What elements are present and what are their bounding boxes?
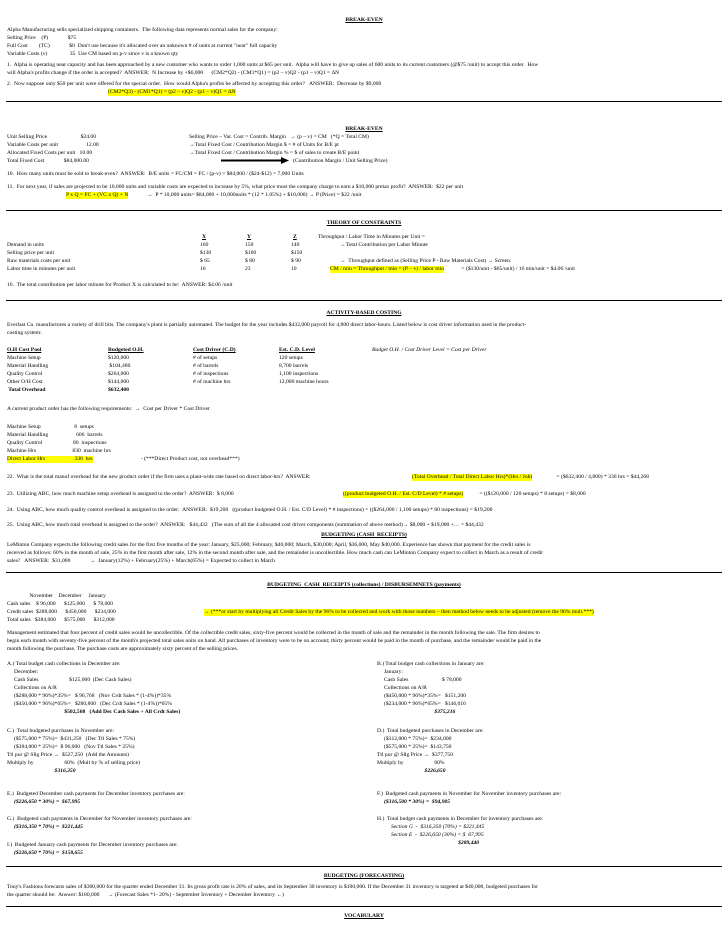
part-a-line: Cash Sales $125,000 (Dec Cash Sales) bbox=[7, 677, 132, 683]
abc-total-value: $632,400 bbox=[108, 387, 129, 393]
part-a-line: Collections on A/R bbox=[7, 685, 57, 691]
part-d-total: $226,650 bbox=[377, 768, 446, 774]
price-formula: P x Q = FC + (VC x Q) + N bbox=[66, 192, 129, 198]
part-b-line: January: bbox=[377, 669, 403, 675]
toc-cell: 160 bbox=[200, 242, 209, 248]
toc-cell: 10 bbox=[291, 266, 297, 272]
budgeting-para-2: received as follows: 60% in the month of sale, 25% in the first month after sale, 12% in the second month after sale, and the remainder is uncollectible. How much cash can LeMinton Company expect to collect in March as a result of credit bbox=[7, 550, 543, 556]
breakeven-units-formula: →Total Fixed Cost / Contribution Margin $ = # of Units for B/E pt bbox=[189, 142, 339, 148]
management-para-2: begin each month with seventy-five percent of the month's projected total sales units on hand. All purchases of inventory were to be on account; thirty percent would be paid in the month of purchase, and the remainder would be paid in the bbox=[7, 638, 542, 644]
question-10: 10. How many units must be sold to break-even? ANSWER: B/E units = FC/CM = FC / (p-v) = $84,000 / ($24-$12) = 7,000 Units bbox=[7, 171, 304, 177]
section-title-budgeting: BUDGETING (CASH RECEIPTS) bbox=[321, 532, 407, 538]
abc-cell: 8,700 barrels bbox=[279, 363, 309, 369]
section-divider bbox=[6, 210, 722, 211]
toc-cm-per-minute: CM / min = Throughput / min = (P – v) / labor min bbox=[330, 266, 444, 272]
abc-cell: # of barrels bbox=[193, 363, 219, 369]
abc-cell: Other O/H Cost bbox=[7, 379, 43, 385]
price-calculation: → P * 10,000 units= $84,000 + 10,000units * (12 * 1.05%) + $10,000) → P (Price) = $22 /unit bbox=[147, 192, 362, 198]
forecast-para-2: the quarter should be: Answer: $180,000 → (Forecast Sales *1- 20%) - September Inventory + December Inventory ←) bbox=[7, 892, 284, 898]
cash-table-header: November December January bbox=[7, 593, 106, 599]
question-22: 22. What is the total manuf overhead for the new product order if the firm uses a plant-wide rate based on direct labor-hrs? ANSWER: bbox=[7, 474, 311, 480]
part-a-line: December: bbox=[7, 669, 39, 675]
toc-cell: 23 bbox=[245, 266, 251, 272]
part-a-line: ($450,000 * 96%)*65%= $280,800 (Dec Crdt Sales * (1-4%))*65% bbox=[7, 701, 172, 707]
section-title-vocabulary: VOCABULARY bbox=[344, 913, 384, 919]
part-c-line: Multiply by 60% (Mult by % of selling price) bbox=[7, 760, 140, 766]
section-divider bbox=[6, 866, 722, 867]
allocated-fixed-costs: Allocated Fixed Costs per unit 10.00 bbox=[7, 150, 93, 156]
part-b-line: B.) Total budget cash collections in January are: bbox=[377, 661, 485, 667]
abc-intro-2: costing system: bbox=[7, 330, 42, 336]
abc-cell: 120 setups bbox=[279, 355, 303, 361]
section-title-breakeven: BREAK-EVEN bbox=[345, 17, 383, 23]
toc-note-throughput: Throughput / Labor Time in Minutes per Unit = bbox=[318, 234, 425, 240]
toc-cell: 140 bbox=[291, 242, 300, 248]
part-g-question: G.) Budgeted cash payments in December for November inventory purchases are: bbox=[7, 816, 192, 822]
abc-cell: Machine Setup bbox=[7, 355, 41, 361]
section-title-abc: ACTIVITY-BASED COSTING bbox=[326, 310, 402, 316]
question-23-calculation: = (($120,000 / 120 setups) * 8 setups) = $8,000 bbox=[478, 491, 586, 497]
selling-price-line: Selling Price (P) $75 bbox=[7, 35, 77, 41]
part-d-line: Ttl pur @ Sllg Price → $377,750 bbox=[377, 752, 454, 758]
total-sales-row: Total sales $384,000 $575,000 $312,000 bbox=[7, 617, 115, 623]
part-i-answer: ($226,650 * 70%) = $158,655 bbox=[7, 850, 83, 856]
abc-requirement-row: Machine Hrs 830 machine hrs bbox=[7, 448, 111, 454]
question-22-calculation: = ($632,400 / 4,800) * 336 hrs = $44,268 bbox=[555, 474, 649, 480]
part-g-answer: ($316,350 * 70%) = $221,445 bbox=[7, 824, 83, 830]
abc-direct-labor-note: - (***Direct Product cost, not overhead***) bbox=[138, 456, 240, 462]
section-title-forecasting: BUDGETING (FORECASTING) bbox=[323, 873, 405, 879]
breakeven-sales-formula: →Total Fixed Cost / Contribution Margin % = $ of sales to create B/E point bbox=[189, 150, 360, 156]
credit-sales-note: → (***or start by multiplying all Credit Sales by the 96% to be collected and work with those numbers – then method below needs to be adjusted (remove the 96% mult.***) bbox=[204, 609, 594, 615]
variable-costs-line: Variable Costs (v) 35 Use CM based on p-v since v is a known qty bbox=[7, 51, 179, 57]
part-b-line: Collections on A/R bbox=[377, 685, 427, 691]
question-22-formula: (Total Overhead / Total Direct Labor Hrs)*(Hrs / Job) bbox=[412, 474, 533, 480]
part-d-line: ($312,000 * 75%)= $234,000 bbox=[377, 736, 452, 742]
toc-col-x: X bbox=[202, 234, 207, 240]
part-e-answer: ($226,650 * 30%) = $67,995 bbox=[7, 799, 81, 805]
part-c-total: $316,350 bbox=[7, 768, 76, 774]
abc-requirement-row: Machine Setup 8 setups bbox=[7, 424, 94, 430]
part-b-line: ($234,000 * 96%)*65%= $146,016 bbox=[377, 701, 466, 707]
abc-requirement-row: Quality Control 80 inspections bbox=[7, 440, 107, 446]
abc-cell: Quality Control bbox=[7, 371, 43, 377]
abc-cell: Material Handling bbox=[7, 363, 49, 369]
abc-cell: # of inspections bbox=[193, 371, 229, 377]
question-23: 23. Utilizing ABC, how much machine setup overhead is assigned to the order? ANSWER: $ 8,000 bbox=[7, 491, 234, 497]
management-para-1: Management estimated that four percent of credit sales would be uncollectible. Of the collectible credit sales, sixty-five percent would be collected in the month of sale and the remainder in the month following the sale. The firm desires to bbox=[7, 630, 540, 636]
part-c-line: C.) Total budgeted purchases in November are: bbox=[7, 728, 114, 734]
contribution-margin-formula: Selling Price – Var. Cost = Contrib. Margin → (p – v) = CM (*Q = Total CM) bbox=[189, 134, 369, 140]
part-h-line: H.) Total budget cash payments in December for inventory purchases are: bbox=[377, 816, 544, 822]
part-b-total: $375,216 bbox=[377, 709, 456, 715]
question-16: 16. The total contribution per labor minute for Product X is calculated to be: ANSWER: $4.06 /unit bbox=[7, 282, 233, 288]
toc-cell: 150 bbox=[245, 242, 254, 248]
toc-row-demand: Demand in units bbox=[7, 242, 44, 248]
toc-row-price: Selling price per unit bbox=[7, 250, 55, 256]
part-d-line: D.) Total budgeted purchases in December are: bbox=[377, 728, 484, 734]
forecast-para-1: Tony's Fashions forecasts sales of $300,000 for the quarter ended December 31. Its gross profit rate is 20% of sales, and its September 30 inventory is $100,000. If the December 31 inventory is targeted at $40,000, budgeted purchases for bbox=[7, 884, 539, 890]
abc-cell: # of machine hrs bbox=[193, 379, 231, 385]
part-e-question: E.) Budgeted December cash payments for December inventory purchases are: bbox=[7, 791, 185, 797]
abc-header-driver: Cost Driver (C.D) bbox=[193, 347, 236, 353]
variable-costs-per-unit: Variable Costs per unit 12.00 bbox=[7, 142, 99, 148]
total-fixed-cost: Total Fixed Cost $84,000.00 bbox=[7, 158, 89, 164]
part-i-question: I.) Budgeted January cash payments for December inventory purchases are: bbox=[7, 842, 178, 848]
part-f-question: F.) Budgeted cash payments in November for November inventory purchases are: bbox=[377, 791, 562, 797]
toc-cm-calculation: = ($130/unit - $65/unit) / 16 min/unit = $4.06 /unit bbox=[460, 266, 575, 272]
abc-header-rate: Budget O.H. / Cost Driver Level = Cost per Driver bbox=[372, 347, 487, 353]
part-a-line: ($288,000 * 96%)*35%= $ 96,768 (Nov Crdt Sales * (1-4%))*35% bbox=[7, 693, 172, 699]
credit-sales-row: Credit sales $288,000 $450,000 $234,000 bbox=[7, 609, 116, 615]
abc-cell: $120,000 bbox=[108, 355, 129, 361]
full-cost-line: Full Cost (TC) $0 Don't use because it's allocated over an unknown # of units at current "near" full capacity bbox=[7, 43, 278, 49]
section-title-cash: BUDGETING CASH RECEIPTS (collections) / DISBURSEMNETS (payments) bbox=[267, 582, 461, 588]
abc-cell: $104,400 bbox=[108, 363, 131, 369]
abc-requirement-row: Material Handling 606 barrels bbox=[7, 432, 103, 438]
section-divider bbox=[6, 572, 722, 573]
part-c-line: Ttl pur @ Sllg Price → $527,250 (Add the Amounts) bbox=[7, 752, 129, 758]
section-divider bbox=[6, 906, 722, 907]
part-d-line: Multiply by 60% bbox=[377, 760, 445, 766]
management-para-3: month following the purchase. The purchase costs are approximately sixty percent of the selling prices. bbox=[7, 646, 239, 652]
abc-cell: # of setups bbox=[193, 355, 218, 361]
toc-col-y: Y bbox=[247, 234, 252, 240]
budgeting-para-1: LeMinton Company expects the following credit sales for the first five months of the year: January, $25,000; February, $40,000; March, $30,000; April, $36,000, May $40,000. Experience has shown that payment for the credit sales is bbox=[7, 542, 531, 548]
part-c-line: ($384,000 * 25%)= $ 96,000 (Nov Ttl Sales * 25%) bbox=[7, 744, 135, 750]
section-divider bbox=[6, 300, 722, 301]
question-1: 1. Alpha is operating near capacity and has been approached by a new customer who wants to order 1,000 units at $65 per unit. Alpha will have to give up sales of 600 units to its current customers (@$75 /unit) to accept this order. How bbox=[7, 62, 539, 68]
toc-row-labor-time: Labor time in minutes per unit bbox=[7, 266, 76, 272]
question-1-answer: will Alpha's profits change if the order is accepted? ANSWER: N Increase by +$6,000 (CM2*Q2) - (CM1*Q1) = (p2 – v)Q2 - (p1 – v)Q1 = ΔN bbox=[7, 70, 340, 76]
cm-ratio-formula: (Contribution Margin / Unit Selling Price) bbox=[293, 158, 388, 164]
toc-row-raw-materials: Raw materials costs per unit bbox=[7, 258, 71, 264]
toc-cell: $150 bbox=[291, 250, 303, 256]
abc-header-level: Est. C.D. Level bbox=[279, 347, 315, 353]
question-25: 25. Using ABC, how much total overhead is assigned to the order? ANSWER: $44,432 (The sum of all the 4 allocated cost driver components (summation of above method)→ $8,000 + $19,000 +… = $44,432 bbox=[7, 522, 484, 528]
toc-cell: $130 bbox=[200, 250, 212, 256]
unit-selling-price: Unit Selling Price $24.00 bbox=[7, 134, 97, 140]
toc-cell: $ 65 bbox=[200, 258, 210, 264]
toc-note-definition: → Throughput defined as (Selling Price P - Raw Materials Cost) → Screen: bbox=[340, 258, 512, 264]
part-b-line: Cash Sales $ 78,000 bbox=[377, 677, 462, 683]
part-a-total: $502,568 (Add Dec Cash Sales + All Crdt Sales) bbox=[7, 709, 181, 715]
question-2-formula: (CM2*Q3) - (CM1*Q1) = (p2 – v)Q2 - (p1 – v)Q1 = ΔN bbox=[108, 89, 236, 95]
part-h-line: Section E - $226,650 (30%) = $ 67,995 bbox=[377, 832, 484, 838]
part-h-total: $289,440 bbox=[377, 840, 480, 846]
question-11: 11. For next year, if sales are projected to be 10,000 units and variable costs are expected to increase by 5%, what price must the company charge to earn a $10,000 pretax profit? ANSWER: $22 per unit bbox=[7, 184, 464, 190]
part-f-answer: ($316,500 * 30%) = $94,905 bbox=[377, 799, 451, 805]
toc-note-contribution: →Total Contribution per Labor Minute bbox=[340, 242, 428, 248]
abc-cell: $144,000 bbox=[108, 379, 129, 385]
abc-direct-labor-hrs: Direct Labor Hrs 336 hrs bbox=[7, 456, 93, 462]
question-24: 24. Using ABC, how much quality control overhead is assigned to the order: ANSWER: $19,200 ((product budgeted O.H. / Est. C/D Level) * # inspections) = (($264,000 / 1,100 setups) * 80 inspections) = $19,200 bbox=[7, 507, 493, 513]
budgeting-para-3: sales? ANSWER: $31,000 → January(12%) + February(25%) + March(65%) = Expected to collect in March bbox=[7, 558, 275, 564]
toc-cell: 16 bbox=[200, 266, 206, 272]
section-divider bbox=[6, 101, 722, 102]
question-2: 2. Now suppose only $50 per unit were offered for the special order. How would Alpha's profits be affected by accepting this order? ANSWER: Decrease by $9,000 bbox=[7, 81, 382, 87]
abc-intro: Everlast Co. manufactures a variety of drill bits. The company's plant is partially automated. The budget for the year includes $432,000 payroll for 4,800 direct labor-hours. Listed below is cost driver information used in the product- bbox=[7, 322, 527, 328]
abc-requirements: A current product order has the following requirements: → Cost per Driver * Cost Driver bbox=[7, 406, 210, 412]
section-title-breakeven-2: BREAK-EVEN bbox=[345, 126, 383, 132]
breakeven-intro: Alpha Manufacturing sells specialized shipping containers. The following data represents normal sales for the company: bbox=[7, 27, 278, 33]
question-23-formula: ((product budgeted O.H. / Est. C/D Level) * # setups) bbox=[343, 491, 464, 497]
abc-header-pool: O.H Cost Pool bbox=[7, 347, 42, 353]
toc-cell: $160 bbox=[245, 250, 257, 256]
part-d-line: ($575,000 * 25%)= $143,750 bbox=[377, 744, 452, 750]
abc-cell: 1,100 inspections bbox=[279, 371, 319, 377]
toc-col-z: Z bbox=[293, 234, 297, 240]
section-title-toc: THEORY OF CONSTRAINTS bbox=[326, 220, 402, 226]
toc-cell: $ 80 bbox=[245, 258, 255, 264]
abc-cell: 12,000 machine hours bbox=[279, 379, 329, 385]
part-h-line: Section G - $316,350 (70%) = $221,445 bbox=[377, 824, 485, 830]
pointer-arrow-icon bbox=[221, 157, 289, 164]
abc-total-label: Total Overhead bbox=[7, 387, 46, 393]
abc-cell: $264,000 bbox=[108, 371, 129, 377]
cash-sales-row: Cash sales $ 96,000 $125,000 $ 78,000 bbox=[7, 601, 113, 607]
toc-cell: $ 90 bbox=[291, 258, 301, 264]
part-c-line: ($575,000 * 75%)= $431,250 (Dec Ttl Sales * 75%) bbox=[7, 736, 136, 742]
part-a-line: A.) Total budget cash collections in December are: bbox=[7, 661, 121, 667]
part-b-line: ($450,000 * 96%)*35%= $151,200 bbox=[377, 693, 466, 699]
abc-header-budget: Budgeted O.H. bbox=[108, 347, 144, 353]
